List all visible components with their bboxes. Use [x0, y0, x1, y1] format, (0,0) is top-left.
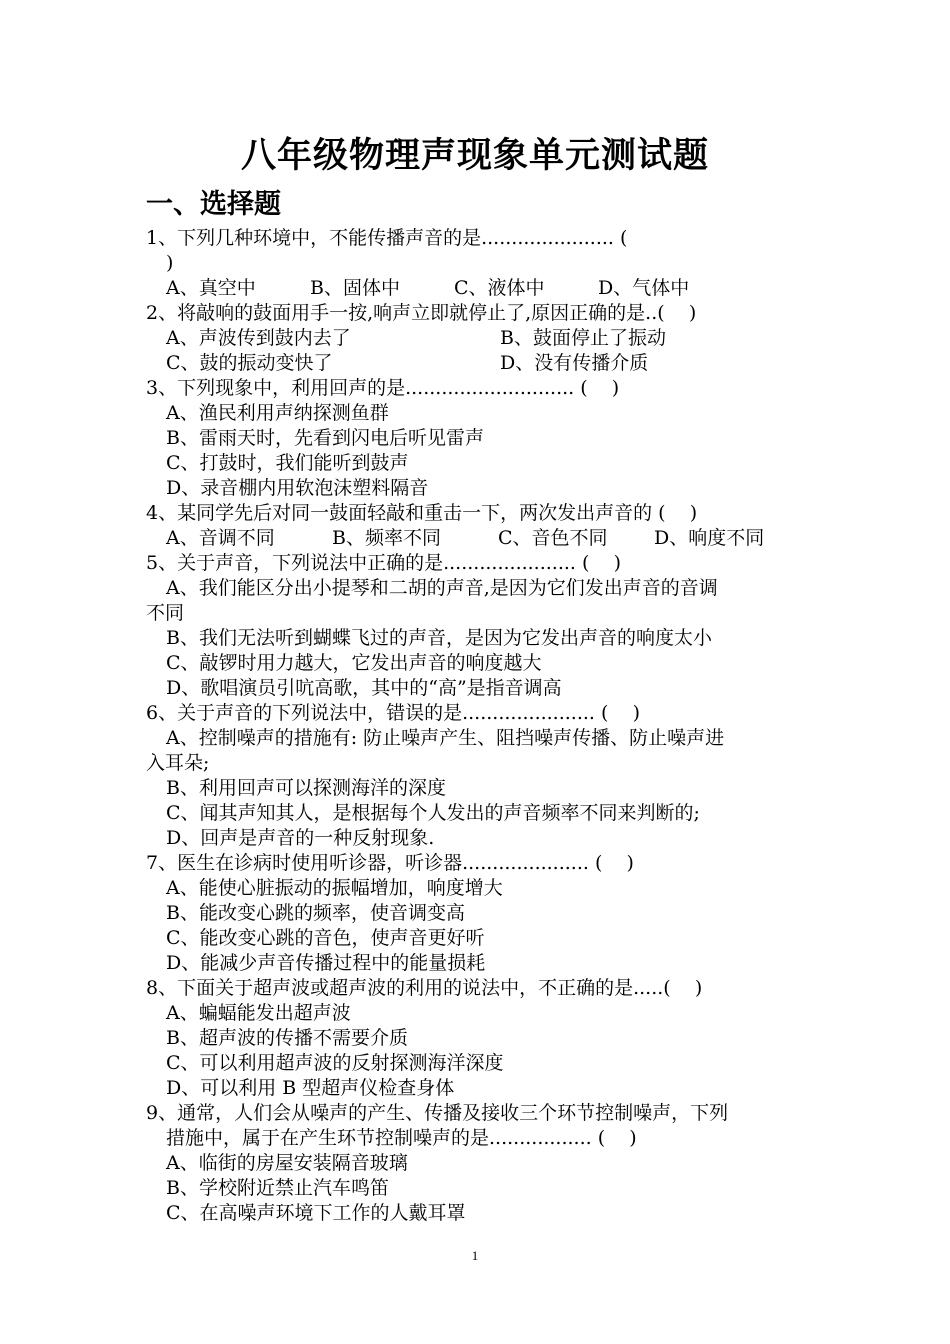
- option: C、在高噪声环境下工作的人戴耳罩: [166, 1202, 466, 1224]
- option: D、气体中: [598, 277, 690, 299]
- question-6-stem: 6、关于声音的下列说法中，错误的是...................... ( ): [146, 702, 640, 724]
- page-number: 1: [471, 1248, 479, 1263]
- option: A、真空中: [166, 277, 256, 299]
- question-2-options-row: [146, 326, 814, 351]
- option: B、我们无法听到蝴蝶飞过的声音，是因为它发出声音的响度太小: [166, 627, 712, 649]
- option: B、固体中: [310, 277, 400, 299]
- question-list: [146, 226, 814, 1226]
- option: A、我们能区分出小提琴和二胡的声音,是因为它们发出声音的音调: [166, 577, 718, 599]
- question-2-stem: 2、将敲响的鼓面用手一按,响声立即就停止了,原因正确的是..( ): [146, 302, 697, 324]
- option: A、临街的房屋安装隔音玻璃: [166, 1152, 408, 1174]
- question-4-stem: 4、某同学先后对同一鼓面轻敲和重击一下，两次发出声音的 ( ): [146, 502, 698, 524]
- page-title: 八年级物理声现象单元测试题: [240, 136, 709, 176]
- option-continued: 不同: [146, 602, 185, 624]
- option: D、录音棚内用软泡沫塑料隔音: [166, 477, 429, 499]
- option: D、能减少声音传播过程中的能量损耗: [166, 952, 486, 974]
- option: A、音调不同: [166, 527, 275, 549]
- question-9-stem: 9、通常，人们会从噪声的产生、传播及接收三个环节控制噪声，下列: [146, 1102, 729, 1124]
- question-9-stem-continued: 措施中，属于在产生环节控制噪声的是................. ( ): [166, 1127, 637, 1149]
- option: A、能使心脏振动的振幅增加，响度增大: [166, 877, 503, 899]
- option: C、音色不同: [498, 527, 608, 549]
- question-1-stem-continued: ): [166, 252, 174, 274]
- option: A、蝙蝠能发出超声波: [166, 1002, 351, 1024]
- option: D、回声是声音的一种反射现象.: [166, 827, 435, 849]
- option: B、利用回声可以探测海洋的深度: [166, 777, 446, 799]
- option: C、敲锣时用力越大，它发出声音的响度越大: [166, 652, 542, 674]
- question-3-stem: 3、下列现象中，利用回声的是............................ ( ): [146, 377, 620, 399]
- section-heading: 一、选择题: [146, 189, 281, 220]
- option: B、频率不同: [332, 527, 441, 549]
- option: C、鼓的振动变快了: [166, 352, 333, 374]
- option: A、声波传到鼓内去了: [166, 327, 351, 349]
- option: A、渔民利用声纳探测鱼群: [166, 402, 389, 424]
- question-5-stem: 5、关于声音，下列说法中正确的是...................... ( ): [146, 552, 621, 574]
- option: A、控制噪声的措施有: 防止噪声产生、阻挡噪声传播、防止噪声进: [166, 727, 725, 749]
- question-2-options-row: [146, 351, 814, 376]
- question-8-stem: 8、下面关于超声波或超声波的利用的说法中，不正确的是.....( ): [146, 977, 703, 999]
- option: C、可以利用超声波的反射探测海洋深度: [166, 1052, 504, 1074]
- option: D、响度不同: [654, 527, 765, 549]
- option: D、可以利用 B 型超声仪检查身体: [166, 1077, 455, 1099]
- option: B、雷雨天时，先看到闪电后听见雷声: [166, 427, 484, 449]
- option: B、能改变心跳的频率，使音调变高: [166, 902, 465, 924]
- option: C、液体中: [454, 277, 545, 299]
- question-1-stem: 1、下列几种环境中，不能传播声音的是...................... (: [146, 227, 628, 249]
- option: B、超声波的传播不需要介质: [166, 1027, 408, 1049]
- option: D、歌唱演员引吭高歌，其中的“高”是指音调高: [166, 677, 562, 699]
- question-4-options: [146, 526, 814, 551]
- question-7-stem: 7、医生在诊病时使用听诊器，听诊器..................... ( ): [146, 852, 634, 874]
- option: C、能改变心跳的音色，使声音更好听: [166, 927, 485, 949]
- option: C、打鼓时，我们能听到鼓声: [166, 452, 409, 474]
- question-1-options: [146, 276, 814, 301]
- option: D、没有传播介质: [500, 352, 649, 374]
- option-continued: 入耳朵;: [146, 752, 210, 774]
- option: C、闻其声知其人，是根据每个人发出的声音频率不同来判断的;: [166, 802, 700, 824]
- option: B、鼓面停止了振动: [500, 327, 666, 349]
- option: B、学校附近禁止汽车鸣笛: [166, 1177, 389, 1199]
